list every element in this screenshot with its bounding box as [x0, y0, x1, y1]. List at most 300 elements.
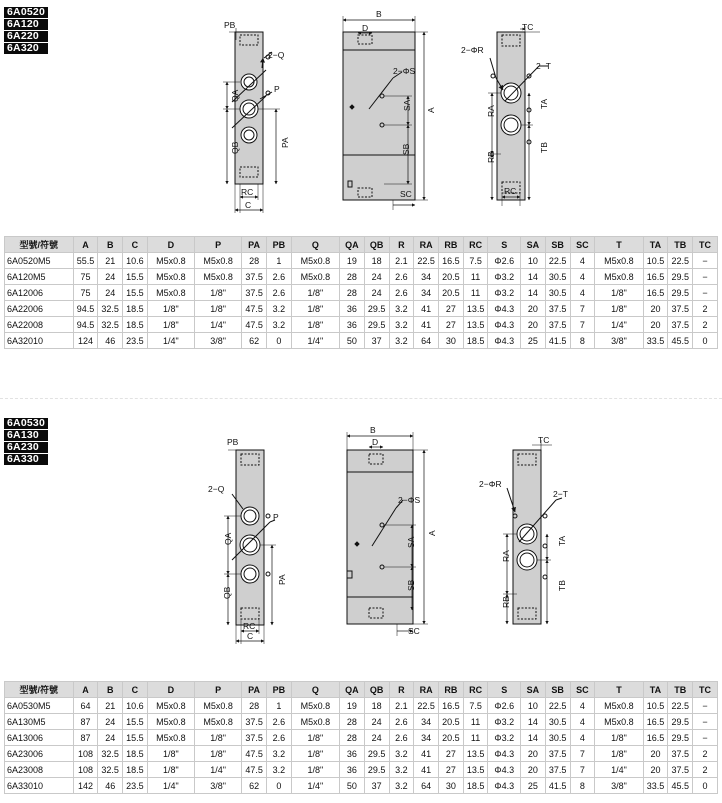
table-cell: 32.5 — [98, 301, 123, 317]
table-cell: 2.6 — [389, 285, 414, 301]
table-cell: M5x0.8 — [195, 714, 242, 730]
table-cell: M5x0.8 — [595, 698, 643, 714]
table-row — [5, 317, 718, 333]
table-cell: 27 — [438, 317, 463, 333]
table-cell: 18.5 — [123, 301, 148, 317]
column-header: QB — [364, 682, 389, 698]
table-cell: 4 — [570, 714, 595, 730]
label-rc: RC — [241, 187, 254, 197]
table-cell: 1/8" — [595, 285, 643, 301]
column-header: SA — [521, 682, 546, 698]
table-cell: 45.5 — [668, 778, 693, 794]
table-cell: 1/8" — [195, 730, 242, 746]
table-cell: 30 — [438, 778, 463, 794]
table-cell: 62 — [242, 333, 267, 349]
table-cell: Φ2.6 — [488, 698, 521, 714]
table-cell: 94.5 — [73, 317, 98, 333]
table-cell: 2.6 — [389, 730, 414, 746]
label-a: A — [427, 530, 437, 536]
label-sb: SB — [406, 579, 416, 591]
label-b: B — [370, 425, 376, 435]
table-cell: 13.5 — [463, 762, 488, 778]
table-cell: 2.6 — [266, 269, 291, 285]
column-header: TC — [693, 237, 718, 253]
table-cell: 6A130M5 — [5, 714, 74, 730]
label-pb: PB — [224, 20, 236, 30]
table-cell: 28 — [340, 714, 365, 730]
table-cell: 30.5 — [545, 285, 570, 301]
table-body — [5, 253, 718, 349]
label-sb: SB — [401, 143, 411, 155]
table-cell: 1/8" — [291, 730, 339, 746]
table-cell: 33.5 — [643, 333, 668, 349]
label-t: 2−T — [553, 489, 568, 499]
table-cell: 11 — [463, 714, 488, 730]
table-body — [5, 698, 718, 794]
table-cell: 3.2 — [389, 778, 414, 794]
table-cell: 8 — [570, 333, 595, 349]
table-cell: 1/4" — [291, 778, 339, 794]
table-cell: 36 — [340, 762, 365, 778]
table-cell: 37 — [364, 333, 389, 349]
label-c: C — [247, 631, 254, 641]
table-row — [5, 778, 718, 794]
table-cell: 41 — [414, 317, 439, 333]
model-label: 6A230 — [4, 442, 48, 453]
table-cell: 3.2 — [266, 301, 291, 317]
table-cell: 3.2 — [389, 746, 414, 762]
column-header: SA — [521, 237, 546, 253]
top-section — [0, 0, 722, 360]
table-cell: 1 — [266, 698, 291, 714]
column-header: T — [595, 237, 643, 253]
table-cell: 1/8" — [291, 746, 339, 762]
label-r: 2−ΦR — [479, 479, 502, 489]
column-header: TA — [643, 237, 668, 253]
table-cell: 3.2 — [389, 317, 414, 333]
label-a: A — [426, 107, 436, 113]
label-sc: SC — [408, 626, 420, 636]
table-cell: 10.5 — [643, 253, 668, 269]
table-cell: 16.5 — [643, 269, 668, 285]
table-cell: 10 — [521, 698, 546, 714]
label-pb: PB — [227, 437, 239, 447]
column-header: SC — [570, 237, 595, 253]
section-divider — [0, 398, 722, 399]
column-header: P — [195, 237, 242, 253]
table-cell: 1/8" — [147, 317, 194, 333]
table-cell: 10.6 — [123, 253, 148, 269]
column-header: RA — [414, 682, 439, 698]
table-cell: 6A23006 — [5, 746, 74, 762]
table-cell: 20 — [643, 746, 668, 762]
table-cell: 19 — [340, 698, 365, 714]
table-cell: 22.5 — [545, 253, 570, 269]
dimension-drawing — [0, 0, 722, 225]
model-label: 6A0530 — [4, 418, 48, 429]
table-cell: 24 — [364, 269, 389, 285]
table-cell: 108 — [73, 762, 98, 778]
table-cell: Φ3.2 — [488, 285, 521, 301]
label-b: B — [376, 9, 382, 19]
table-cell: 3.2 — [389, 301, 414, 317]
table-cell: 16.5 — [438, 253, 463, 269]
table-cell: 75 — [73, 285, 98, 301]
table-cell: 37.5 — [545, 301, 570, 317]
table-cell: 29.5 — [364, 762, 389, 778]
table-cell: 47.5 — [242, 301, 267, 317]
table-cell: Φ4.3 — [488, 301, 521, 317]
label-t: 2−T — [536, 61, 551, 71]
table-cell: 0 — [693, 778, 718, 794]
table-cell: 18.5 — [123, 746, 148, 762]
model-label: 6A330 — [4, 454, 48, 465]
table-cell: 87 — [73, 714, 98, 730]
table-row — [5, 730, 718, 746]
label-sa: SA — [406, 536, 416, 548]
label-tb: TB — [539, 142, 549, 153]
table-cell: − — [693, 730, 718, 746]
table-cell: 2 — [693, 762, 718, 778]
column-header: RB — [438, 237, 463, 253]
bottom-section — [0, 412, 722, 803]
table-cell: 3/8" — [595, 778, 643, 794]
table-cell: 1/8" — [147, 762, 194, 778]
column-header: 型號/符號 — [5, 237, 74, 253]
table-cell: 32.5 — [98, 317, 123, 333]
table-cell: M5x0.8 — [291, 714, 339, 730]
column-header: D — [147, 237, 194, 253]
table-cell: Φ2.6 — [488, 253, 521, 269]
label-qa: QA — [230, 89, 240, 102]
label-q: 2−Q — [208, 484, 225, 494]
table-cell: 47.5 — [242, 317, 267, 333]
table-cell: 37.5 — [545, 317, 570, 333]
table-cell: Φ4.3 — [488, 778, 521, 794]
label-qa: QA — [223, 532, 233, 545]
table-cell: 37.5 — [545, 746, 570, 762]
table-cell: 20.5 — [438, 714, 463, 730]
label-rc: RC — [243, 621, 256, 631]
column-header: QA — [340, 237, 365, 253]
table-cell: 22.5 — [414, 698, 439, 714]
column-header: PA — [242, 237, 267, 253]
table-cell: 47.5 — [242, 762, 267, 778]
label-tc: TC — [538, 435, 550, 445]
table-cell: M5x0.8 — [291, 698, 339, 714]
table-cell: 13.5 — [463, 317, 488, 333]
table-cell: 24 — [364, 730, 389, 746]
table-cell: Φ4.3 — [488, 762, 521, 778]
table-cell: 24 — [364, 714, 389, 730]
table-cell: − — [693, 714, 718, 730]
table-cell: 16.5 — [643, 714, 668, 730]
table-cell: 18.5 — [123, 762, 148, 778]
table-cell: 2 — [693, 301, 718, 317]
table-cell: 47.5 — [242, 746, 267, 762]
label-ta: TA — [539, 98, 549, 109]
table-cell: 2.6 — [389, 269, 414, 285]
table-cell: 28 — [242, 253, 267, 269]
table-cell: 20.5 — [438, 285, 463, 301]
table-cell: 29.5 — [364, 301, 389, 317]
table-cell: M5x0.8 — [147, 253, 194, 269]
table-cell: 24 — [98, 730, 123, 746]
side-view — [343, 16, 428, 210]
column-header: RC — [463, 237, 488, 253]
table-cell: 20 — [643, 762, 668, 778]
table-cell: 19 — [340, 253, 365, 269]
table-cell: 2.6 — [266, 714, 291, 730]
table-cell: 1/8" — [147, 301, 194, 317]
table-row — [5, 762, 718, 778]
table-cell: 6A22008 — [5, 317, 74, 333]
table-cell: M5x0.8 — [147, 269, 194, 285]
table-cell: 2 — [693, 317, 718, 333]
dimension-drawing — [0, 412, 722, 647]
spec-table — [4, 236, 718, 349]
label-d: D — [362, 23, 369, 33]
table-cell: M5x0.8 — [595, 714, 643, 730]
table-cell: M5x0.8 — [195, 269, 242, 285]
label-s: 2−ΦS — [398, 495, 421, 505]
table-cell: 41 — [414, 301, 439, 317]
table-cell: 27 — [438, 746, 463, 762]
table-cell: 7 — [570, 746, 595, 762]
table-cell: 14 — [521, 714, 546, 730]
table-cell: 36 — [340, 301, 365, 317]
table-cell: 25 — [521, 778, 546, 794]
table-cell: 1/8" — [595, 730, 643, 746]
column-header: 型號/符號 — [5, 682, 74, 698]
column-header: S — [488, 237, 521, 253]
table-cell: 1/8" — [291, 762, 339, 778]
table-cell: 16.5 — [438, 698, 463, 714]
column-header: C — [123, 237, 148, 253]
table-cell: 15.5 — [123, 269, 148, 285]
table-cell: M5x0.8 — [595, 253, 643, 269]
label-r: 2−ΦR — [461, 45, 484, 55]
table-cell: 124 — [73, 333, 98, 349]
table-cell: 14 — [521, 730, 546, 746]
model-label: 6A0520 — [4, 7, 48, 18]
table-cell: 13.5 — [463, 301, 488, 317]
column-header: RC — [463, 682, 488, 698]
column-header: SB — [545, 237, 570, 253]
table-cell: 2.6 — [266, 730, 291, 746]
label-p: P — [273, 512, 279, 522]
table-cell: 3/8" — [195, 333, 242, 349]
table-cell: 7 — [570, 762, 595, 778]
table-cell: 29.5 — [364, 317, 389, 333]
label-pa: PA — [277, 574, 287, 585]
column-header: S — [488, 682, 521, 698]
column-header: TB — [668, 682, 693, 698]
label-rb: RB — [486, 151, 496, 163]
table-cell: 30.5 — [545, 730, 570, 746]
table-cell: 1/8" — [595, 301, 643, 317]
side-view — [347, 432, 428, 636]
table-cell: − — [693, 253, 718, 269]
table-cell: 37.5 — [242, 730, 267, 746]
table-cell: 37.5 — [668, 317, 693, 333]
table-cell: 7.5 — [463, 698, 488, 714]
table-header-row — [5, 237, 718, 253]
table-cell: 62 — [242, 778, 267, 794]
table-cell: Φ4.3 — [488, 333, 521, 349]
column-header: T — [595, 682, 643, 698]
table-cell: 37.5 — [668, 746, 693, 762]
table-cell: 36 — [340, 317, 365, 333]
table-cell: 75 — [73, 269, 98, 285]
table-cell: 20 — [521, 762, 546, 778]
table-header-row — [5, 682, 718, 698]
spec-table — [4, 681, 718, 794]
table-cell: 11 — [463, 285, 488, 301]
table-cell: 46 — [98, 778, 123, 794]
column-header: RB — [438, 682, 463, 698]
table-cell: 24 — [98, 285, 123, 301]
table-cell: 29.5 — [668, 269, 693, 285]
table-cell: 1/4" — [291, 333, 339, 349]
table-cell: 18 — [364, 698, 389, 714]
label-rb: RB — [501, 596, 511, 608]
table-cell: 20.5 — [438, 730, 463, 746]
table-cell: 6A120M5 — [5, 269, 74, 285]
label-ra: RA — [486, 105, 496, 117]
table-cell: 18.5 — [463, 333, 488, 349]
label-pa: PA — [280, 137, 290, 148]
column-header: PA — [242, 682, 267, 698]
table-cell: Φ3.2 — [488, 269, 521, 285]
table-cell: 37.5 — [545, 762, 570, 778]
table-cell: 6A22006 — [5, 301, 74, 317]
table-cell: M5x0.8 — [147, 730, 194, 746]
table-cell: 23.5 — [123, 778, 148, 794]
table-cell: 1/8" — [195, 746, 242, 762]
table-cell: 29.5 — [668, 285, 693, 301]
table-cell: 108 — [73, 746, 98, 762]
label-p: P — [274, 84, 280, 94]
column-header: TB — [668, 237, 693, 253]
label-ra: RA — [501, 550, 511, 562]
label-rc: RC — [504, 186, 517, 196]
table-cell: − — [693, 698, 718, 714]
table-cell: 14 — [521, 269, 546, 285]
table-cell: 18.5 — [463, 778, 488, 794]
table-cell: 20 — [643, 301, 668, 317]
column-header: SC — [570, 682, 595, 698]
column-header: SB — [545, 682, 570, 698]
table-cell: 10 — [521, 253, 546, 269]
table-cell: 27 — [438, 301, 463, 317]
table-cell: 1/8" — [595, 746, 643, 762]
table-cell: 37.5 — [668, 301, 693, 317]
table-cell: 1/4" — [195, 317, 242, 333]
table-cell: 4 — [570, 730, 595, 746]
table-cell: 45.5 — [668, 333, 693, 349]
table-cell: 1 — [266, 253, 291, 269]
table-cell: 14 — [521, 285, 546, 301]
table-cell: 6A33010 — [5, 778, 74, 794]
table-cell: 41 — [414, 762, 439, 778]
table-cell: 11 — [463, 730, 488, 746]
table-row — [5, 301, 718, 317]
table-cell: 21 — [98, 698, 123, 714]
label-c: C — [245, 200, 252, 210]
table-cell: 0 — [266, 333, 291, 349]
table-cell: 20 — [521, 317, 546, 333]
table-cell: 3/8" — [195, 778, 242, 794]
label-qb: QB — [222, 586, 232, 599]
table-cell: − — [693, 269, 718, 285]
table-cell: 20 — [643, 317, 668, 333]
label-tb: TB — [557, 580, 567, 591]
table-cell: 6A0530M5 — [5, 698, 74, 714]
table-cell: 1/4" — [595, 762, 643, 778]
table-cell: 28 — [340, 730, 365, 746]
front-view — [224, 450, 276, 644]
table-cell: 41.5 — [545, 333, 570, 349]
table-cell: Φ4.3 — [488, 317, 521, 333]
table-cell: 2.1 — [389, 698, 414, 714]
table-cell: Φ3.2 — [488, 730, 521, 746]
table-cell: 32.5 — [98, 762, 123, 778]
column-header: D — [147, 682, 194, 698]
table-cell: 7.5 — [463, 253, 488, 269]
table-cell: 64 — [414, 778, 439, 794]
table-cell: 20 — [521, 746, 546, 762]
table-cell: 10.6 — [123, 698, 148, 714]
label-s: 2−ΦS — [393, 66, 416, 76]
table-cell: 3.2 — [266, 762, 291, 778]
table-cell: 1/4" — [147, 333, 194, 349]
table-cell: 142 — [73, 778, 98, 794]
table-cell: M5x0.8 — [195, 253, 242, 269]
table-cell: 23.5 — [123, 333, 148, 349]
table-cell: 29.5 — [364, 746, 389, 762]
table-cell: 3.2 — [266, 317, 291, 333]
column-header: QA — [340, 682, 365, 698]
table-cell: 11 — [463, 269, 488, 285]
table-cell: 37.5 — [242, 714, 267, 730]
label-ta: TA — [557, 535, 567, 546]
table-cell: 64 — [73, 698, 98, 714]
table-cell: 0 — [693, 333, 718, 349]
table-cell: 1/8" — [291, 301, 339, 317]
table-cell: 6A23008 — [5, 762, 74, 778]
label-qb: QB — [230, 141, 240, 154]
table-cell: 3.2 — [266, 746, 291, 762]
table-row — [5, 269, 718, 285]
table-cell: 16.5 — [643, 285, 668, 301]
table-cell: Φ3.2 — [488, 714, 521, 730]
back-view — [503, 440, 562, 624]
table-cell: 13.5 — [463, 746, 488, 762]
table-cell: 50 — [340, 333, 365, 349]
model-label: 6A320 — [4, 43, 48, 54]
back-view — [488, 26, 548, 206]
table-cell: 50 — [340, 778, 365, 794]
table-cell: 10.5 — [643, 698, 668, 714]
table-cell: 2.6 — [389, 714, 414, 730]
table-cell: 36 — [340, 746, 365, 762]
table-cell: M5x0.8 — [147, 714, 194, 730]
table-cell: 4 — [570, 698, 595, 714]
table-cell: 37.5 — [242, 285, 267, 301]
table-cell: 2 — [693, 746, 718, 762]
table-cell: 15.5 — [123, 285, 148, 301]
